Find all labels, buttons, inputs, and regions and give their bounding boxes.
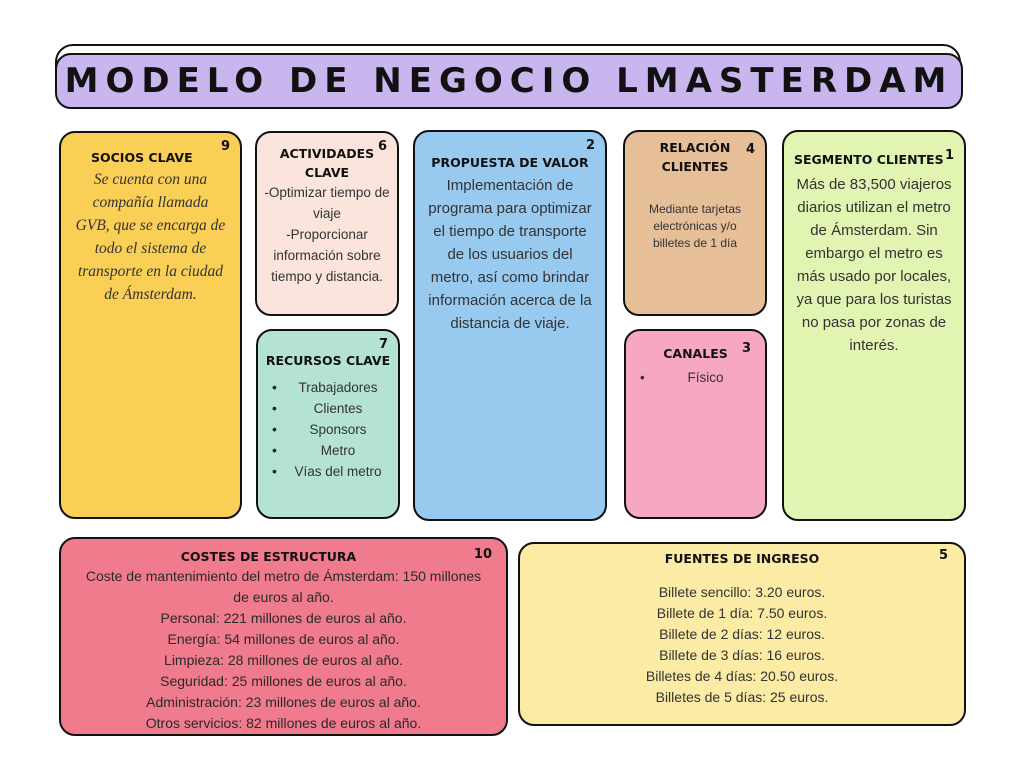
card-heading: SEGMENTO CLIENTES (794, 152, 944, 167)
card-heading: FUENTES DE INGRESO (664, 551, 820, 566)
card-heading: PROPUESTA DE VALOR (431, 155, 589, 170)
card-recursos-clave (256, 329, 400, 519)
card-number: 3 (741, 341, 751, 356)
revenue-line: Billetes de 4 días: 20.50 euros. (645, 668, 839, 684)
card-fuentes-de-ingreso (518, 542, 966, 726)
card-number: 2 (585, 138, 595, 153)
revenue-line: Billete sencillo: 3.20 euros. (658, 584, 826, 600)
card-relacion-clientes (623, 130, 767, 316)
card-socios-clave (59, 131, 242, 519)
title-banner (55, 53, 963, 109)
list-item: • Metro (258, 440, 398, 461)
card-heading: RECURSOS CLAVE (265, 353, 391, 368)
card-costes-de-estructura (59, 537, 508, 736)
page-title: MODELO DE NEGOCIO LMASTERDAM (64, 61, 954, 101)
list-item: • Clientes (258, 398, 398, 419)
card-actividades-clave (255, 131, 399, 316)
card-number: 4 (745, 142, 755, 157)
card-text: Más de 83,500 viajeros diarios utilizan el metro de Ámsterdam. Sin embargo el metro es más usado por locales, ya que para los turistas no pasa por zonas de interés. (796, 176, 952, 354)
revenue-line: Billete de 1 día: 7.50 euros. (656, 605, 828, 621)
list-item: • Trabajadores (258, 377, 398, 398)
card-heading: SOCIOS CLAVE (91, 150, 193, 165)
card-number: 7 (378, 337, 388, 352)
cost-line: Administración: 23 millones de euros al año. (146, 694, 421, 710)
card-text: Mediante tarjetas electrónicas y/o billetes de 1 día (648, 202, 742, 250)
card-propuesta-de-valor (413, 130, 607, 521)
card-heading: CANALES (663, 346, 728, 361)
cost-line: Coste de mantenimiento del metro de Ámsterdam: 150 millones de euros al año. (85, 568, 482, 605)
card-text-line: -Optimizar tiempo de viaje (264, 185, 390, 221)
list-item: • Sponsors (258, 419, 398, 440)
cost-line: Limpieza: 28 millones de euros al año. (164, 652, 403, 668)
card-canales (624, 329, 767, 519)
card-text: Implementación de programa para optimizar el tiempo de transporte de los usuarios del metro, así como brindar información acerca de la distancia de viaje. (428, 177, 592, 332)
revenue-line: Billetes de 5 días: 25 euros. (655, 689, 829, 705)
card-heading: COSTES DE ESTRUCTURA (180, 549, 357, 564)
card-number: 5 (938, 548, 948, 563)
card-number: 9 (220, 139, 230, 154)
revenue-line: Billete de 2 días: 12 euros. (659, 626, 825, 642)
card-number: 1 (944, 148, 954, 163)
card-heading: RELACIÓN CLIENTES (659, 140, 731, 174)
channel-list (626, 368, 765, 387)
card-text-line: -Proporcionar información sobre tiempo y distancia. (271, 227, 383, 284)
card-text: Se cuenta con una compañía llamada GVB, que se encarga de todo el sistema de transporte en la ciudad de Ámsterdam. (75, 171, 226, 303)
cost-line: Otros servicios: 82 millones de euros al año. (145, 715, 422, 731)
list-item: • Vías del metro (258, 461, 398, 482)
revenue-line: Billete de 3 días: 16 euros. (659, 647, 825, 663)
card-segmento-clientes (782, 130, 966, 521)
cost-line: Seguridad: 25 millones de euros al año. (160, 673, 407, 689)
cost-line: Personal: 221 millones de euros al año. (160, 610, 407, 626)
card-heading: ACTIVIDADES CLAVE (279, 146, 375, 180)
card-number: 6 (377, 139, 387, 154)
list-item: • Físico (626, 368, 765, 387)
resource-list (258, 377, 398, 482)
card-number: 10 (473, 547, 492, 562)
cost-line: Energía: 54 millones de euros al año. (167, 631, 400, 647)
